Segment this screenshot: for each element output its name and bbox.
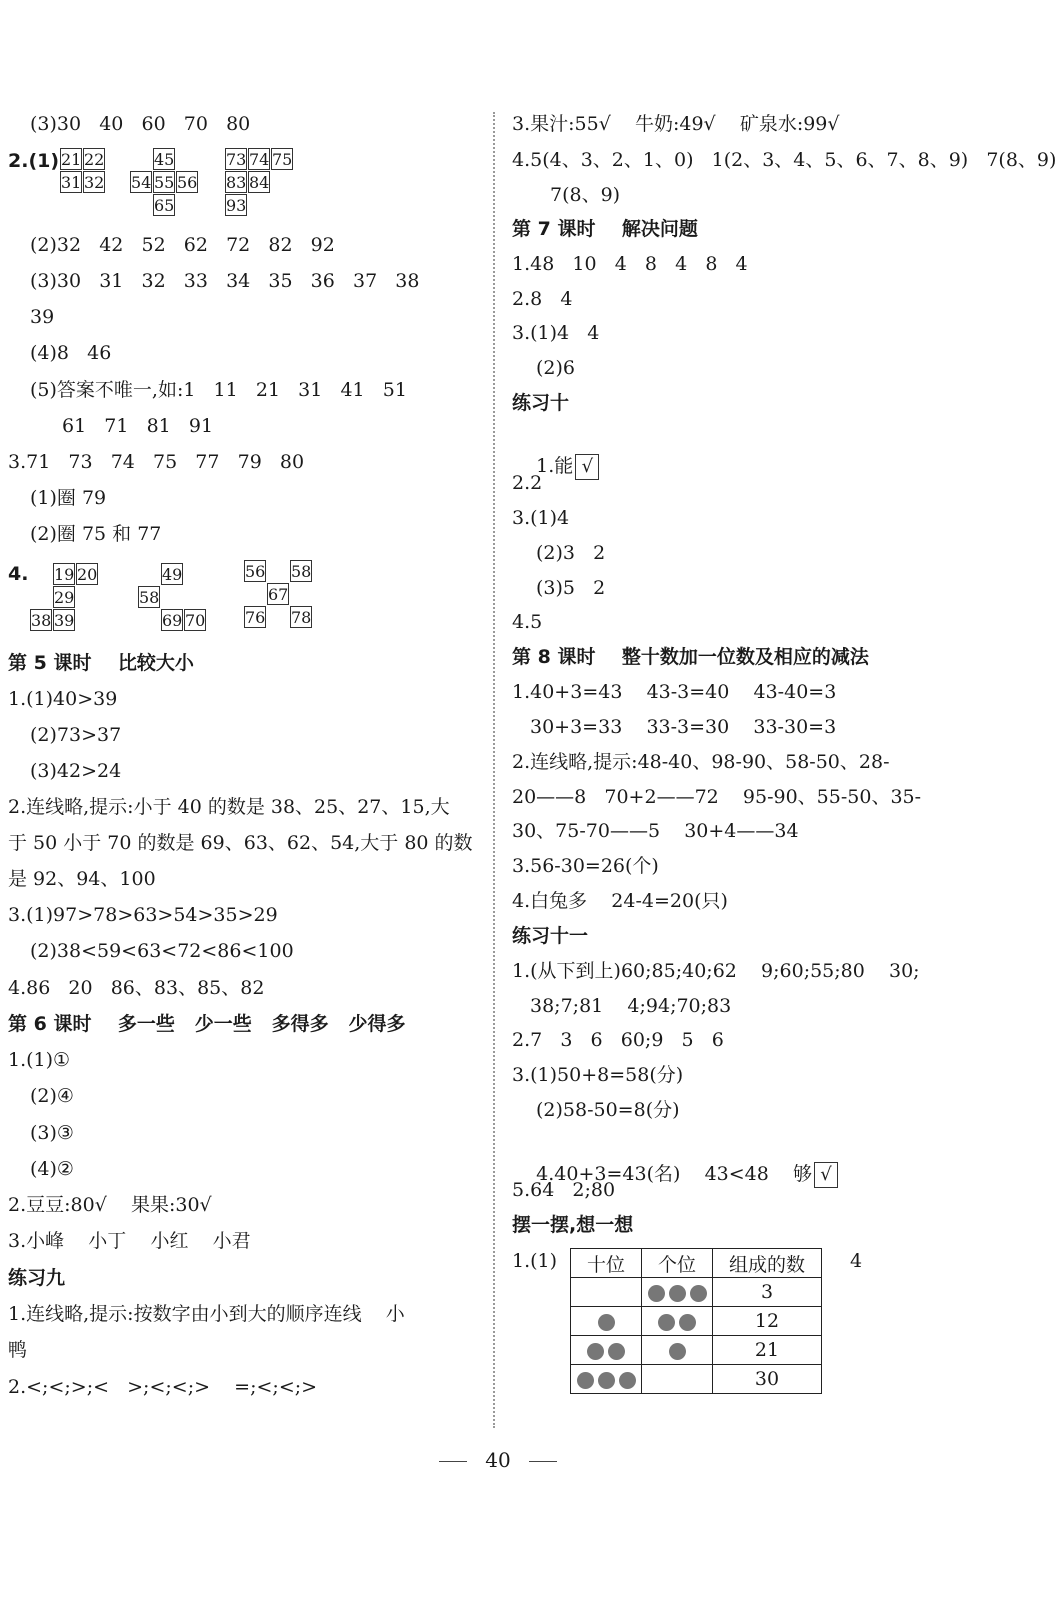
page-number-text: 40	[485, 1448, 511, 1472]
table-header: 组成的数	[713, 1249, 822, 1278]
answer-line: 38;7;81 4;94;70;83	[530, 995, 732, 1017]
grid-cell: 29	[54, 588, 75, 607]
number-cell: 3	[713, 1278, 822, 1307]
answer-line: 30+3=33 33-3=30 33-30=3	[530, 716, 837, 738]
answer-line: 鸭	[8, 1339, 28, 1361]
bead-icon	[598, 1372, 615, 1389]
answer-line: 2.连线略,提示:小于 40 的数是 38、25、27、15,大	[8, 796, 450, 818]
section-heading: 练习十	[512, 392, 570, 414]
tens-cell	[571, 1278, 642, 1307]
answer-line: 于 50 小于 70 的数是 69、63、62、54,大于 80 的数	[8, 832, 473, 854]
answer-line: (3)42>24	[30, 760, 122, 782]
answer-line: 61 71 81 91	[62, 415, 214, 437]
number-cell: 21	[713, 1336, 822, 1365]
bead-icon	[669, 1285, 686, 1302]
grid-cell: 20	[77, 565, 98, 584]
answer-line: (2)④	[30, 1085, 74, 1107]
bead-icon	[598, 1314, 615, 1331]
answer-line: (2)58-50=8(分)	[536, 1099, 680, 1121]
bead-icon	[648, 1285, 665, 1302]
answer-line: 4.白兔多 24-4=20(只)	[512, 890, 728, 912]
grid-cell: 58	[291, 562, 312, 581]
checkbox-checked: √	[814, 1162, 838, 1188]
answer-line: 4.5(4、3、2、1、0) 1(2、3、4、5、6、7、8、9) 7(8、9)	[512, 149, 1056, 171]
question-label: 1.(1)	[512, 1250, 558, 1272]
bead-icon	[619, 1372, 636, 1389]
answer-line: 1.连线略,提示:按数字由小到大的顺序连线 小	[8, 1303, 405, 1325]
answer-line: 3.小峰 小丁 小红 小君	[8, 1230, 251, 1252]
answer-line: 3.56-30=26(个)	[512, 855, 659, 877]
answer-line: (3)30 31 32 33 34 35 36 37 38	[30, 270, 420, 292]
bead-icon	[587, 1343, 604, 1360]
grid-cell: 31	[61, 173, 82, 192]
grid-cell: 78	[291, 608, 312, 627]
table-row	[571, 1336, 822, 1365]
answer-line: 1.(1)①	[8, 1049, 71, 1071]
table-row	[571, 1365, 822, 1394]
number-cell: 30	[713, 1365, 822, 1394]
grid-cell: 55	[154, 173, 175, 192]
answer-line: (3)5 2	[536, 577, 606, 599]
ones-cell	[642, 1307, 713, 1336]
answer-line: 3.(1)97>78>63>54>35>29	[8, 904, 278, 926]
number-cell: 12	[713, 1307, 822, 1336]
grid-cell: 38	[31, 611, 52, 630]
answer-line: 39	[30, 306, 55, 328]
grid-cell: 73	[226, 150, 247, 169]
grid-cell: 22	[84, 150, 105, 169]
grid-cell: 58	[139, 588, 160, 607]
grid-cell: 76	[245, 608, 266, 627]
grid-cell: 45	[154, 150, 175, 169]
column-divider	[493, 112, 495, 1428]
grid-cell: 70	[185, 611, 206, 630]
answer-line: (2)38<59<63<72<86<100	[30, 940, 294, 962]
answer-line: (3)③	[30, 1122, 74, 1144]
bead-icon	[669, 1343, 686, 1360]
answer-text: 1.能	[536, 455, 574, 477]
answer-text: 4.40+3=43(名) 43<48 够	[536, 1163, 812, 1185]
answer-line: 3.(1)4 4	[512, 322, 600, 344]
grid-cell: 84	[249, 173, 270, 192]
answer-line: 2.<;<;>;< >;<;<;> =;<;<;>	[8, 1376, 318, 1398]
answer-line: (2)3 2	[536, 542, 606, 564]
bead-icon	[608, 1343, 625, 1360]
answer-line: 20——8 70+2——72 95-90、55-50、35-	[512, 786, 922, 808]
grid-cell: 65	[154, 196, 175, 215]
bead-icon	[658, 1314, 675, 1331]
dash-left	[439, 1461, 467, 1462]
grid-cell: 83	[226, 173, 247, 192]
grid-cell: 67	[268, 585, 289, 604]
grid-cell: 21	[61, 150, 82, 169]
grid-cell: 69	[162, 611, 183, 630]
answer-line: (3)30 40 60 70 80	[30, 113, 251, 135]
answer-line: 3.果汁:55√ 牛奶:49√ 矿泉水:99√	[512, 113, 840, 135]
grid-cell: 93	[226, 196, 247, 215]
answer-line: 是 92、94、100	[8, 868, 156, 890]
grid-cell: 32	[84, 173, 105, 192]
section-heading: 练习十一	[512, 925, 589, 947]
grid-cell: 19	[54, 565, 75, 584]
ones-cell	[642, 1278, 713, 1307]
answer-text: 4	[850, 1250, 863, 1272]
table-row	[571, 1307, 822, 1336]
section-heading: 摆一摆,想一想	[512, 1214, 634, 1236]
answer-line: 5.64 2;80	[512, 1179, 616, 1201]
answer-line: (2)圈 75 和 77	[30, 523, 162, 545]
answer-line: 2.2	[512, 472, 543, 494]
answer-line: 1.(从下到上)60;85;40;62 9;60;55;80 30;	[512, 960, 920, 982]
grid-cell: 54	[131, 173, 152, 192]
answer-line: 2.8 4	[512, 288, 573, 310]
section-heading: 第 6 课时 多一些 少一些 多得多 少得多	[8, 1013, 406, 1035]
table-header: 十位	[571, 1249, 642, 1278]
answer-line: (1)圈 79	[30, 487, 107, 509]
table-row	[571, 1278, 822, 1307]
answer-line: 1.40+3=43 43-3=40 43-40=3	[512, 681, 837, 703]
answer-line: (5)答案不唯一,如:1 11 21 31 41 51	[30, 379, 407, 401]
question-label: 2.(1)	[8, 150, 60, 172]
dash-right	[529, 1461, 557, 1462]
answer-line: 1.48 10 4 8 4 8 4	[512, 253, 748, 275]
question-label: 4.	[8, 563, 29, 585]
grid-cell: 56	[245, 562, 266, 581]
answer-line: (2)73>37	[30, 724, 122, 746]
section-heading: 第 8 课时 整十数加一位数及相应的减法	[512, 646, 869, 668]
answer-line: 3.(1)4	[512, 507, 570, 529]
place-value-table	[570, 1248, 822, 1394]
answer-line: 2.7 3 6 60;9 5 6	[512, 1029, 724, 1051]
bead-icon	[679, 1314, 696, 1331]
grid-cell: 56	[177, 173, 198, 192]
answer-line: 2.连线略,提示:48-40、98-90、58-50、28-	[512, 751, 890, 773]
tens-cell	[571, 1307, 642, 1336]
grid-cell: 74	[249, 150, 270, 169]
grid-cell: 39	[54, 611, 75, 630]
answer-line: 3.(1)50+8=58(分)	[512, 1064, 684, 1086]
page-number	[0, 1448, 996, 1472]
checkbox-checked: √	[575, 454, 599, 480]
answer-line: (4)8 46	[30, 342, 112, 364]
answer-line: (2)32 42 52 62 72 82 92	[30, 234, 335, 256]
answer-line: 1.(1)40>39	[8, 688, 118, 710]
answer-line: (4)②	[30, 1158, 74, 1180]
bead-icon	[577, 1372, 594, 1389]
ones-cell	[642, 1336, 713, 1365]
answer-line: (2)6	[536, 357, 576, 379]
answer-line: 30、75-70——5 30+4——34	[512, 820, 799, 842]
bead-icon	[690, 1285, 707, 1302]
answer-line: 7(8、9)	[550, 184, 621, 206]
answer-line: 3.71 73 74 75 77 79 80	[8, 451, 305, 473]
section-heading: 第 7 课时 解决问题	[512, 218, 698, 240]
section-heading: 第 5 课时 比较大小	[8, 652, 194, 674]
table-header: 个位	[642, 1249, 713, 1278]
answer-line: 4.5	[512, 611, 543, 633]
grid-cell: 75	[272, 150, 293, 169]
answer-line: 4.86 20 86、83、85、82	[8, 977, 265, 999]
grid-cell: 49	[162, 565, 183, 584]
tens-cell	[571, 1365, 642, 1394]
answer-line: 2.豆豆:80√ 果果:30√	[8, 1194, 212, 1216]
tens-cell	[571, 1336, 642, 1365]
ones-cell	[642, 1365, 713, 1394]
section-heading: 练习九	[8, 1267, 66, 1289]
